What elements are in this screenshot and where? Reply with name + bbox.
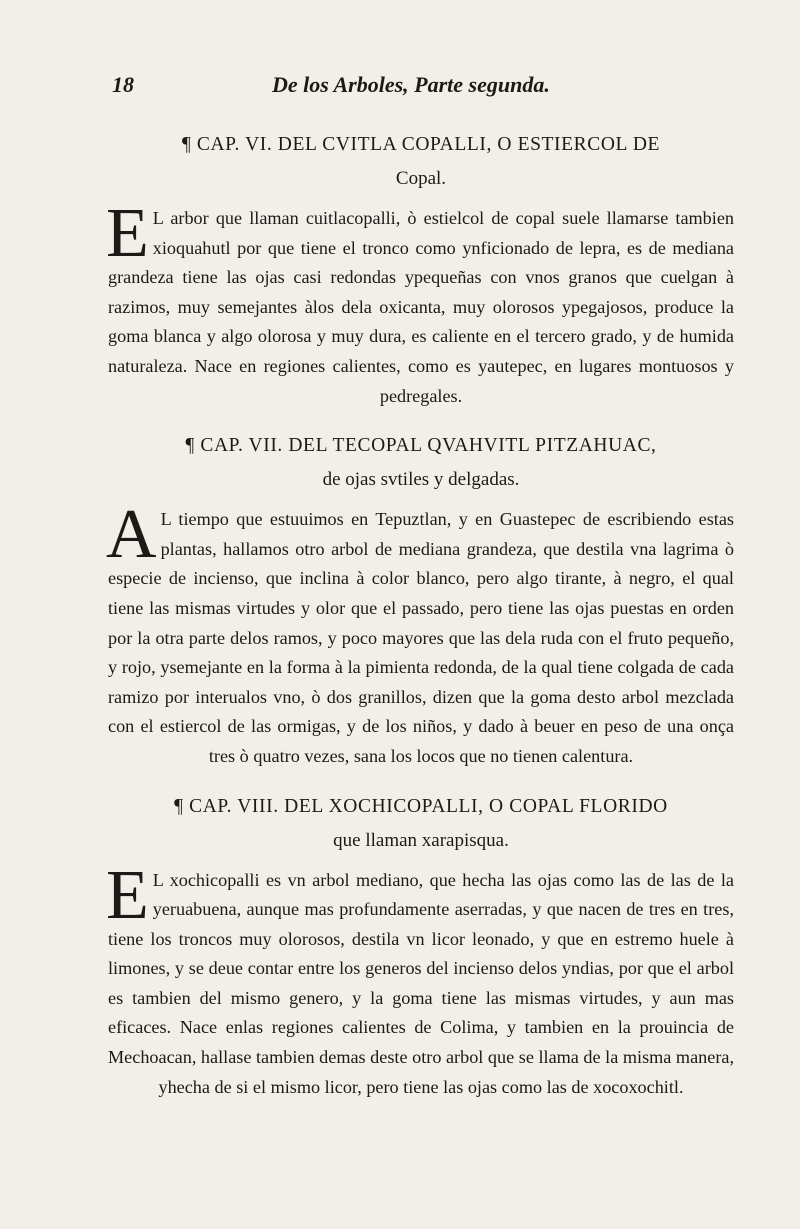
chapter-6	[108, 128, 734, 411]
chapter-8-subtitle: que llaman xarapisqua.	[333, 829, 509, 851]
chapter-6-title: ¶ CAP. VI. DEL CVITLA COPALLI, O ESTIERCOL DE	[181, 134, 661, 155]
chapter-7	[108, 429, 734, 771]
chapter-6-text: L arbor que llaman cuitlacopalli, ò estielcol de copal suele llamarse tambien xioquahutl por que tiene el tronco como ynficionado de lepra, es de mediana grandeza tiene las ojas casi redondas ypequeñas con vnos granos que cuelgan à razimos, muy semejantes àlos dela oxicanta, muy olorosos ypegajosos, produce la goma blanca y algo olorosa y muy dura, es caliente en el tercero grado, y de humida naturaleza. Nace en regiones calientes, como es yautepec, en lugares montuosos y pedregales.	[108, 208, 734, 406]
chapter-7-subtitle: de ojas svtiles y delgadas.	[322, 469, 520, 491]
chapter-7-paragraph	[106, 496, 734, 771]
drop-cap: A	[106, 496, 157, 574]
chapter-6-subtitle: Copal.	[395, 168, 447, 189]
drop-cap: E	[106, 856, 149, 934]
chapter-6-paragraph	[106, 195, 734, 411]
running-title: De los Arboles, Parte segunda.	[272, 72, 550, 97]
chapter-8-text: L xochicopalli es vn arbol mediano, que hecha las ojas como las de las de la yeruabuena, aunque mas profundamente aserradas, y que nacen de tres en tres, tiene los troncos muy olorosos, destila vn licor leonado, y que en estremo huele à limones, y se deue contar entre los generos del incienso delos yndias, por que el arbol es tambien del mismo genero, y la goma tiene las mismas virtudes, y aun mas eficaces. Nace enlas regiones calientes de Colima, y tambien en la prouincia de Mechoacan, hallase tambien demas deste otro arbol que se llama de la misma manera, yhecha de si el mismo licor, pero tiene las ojas como las de xocoxochitl.	[108, 869, 734, 1097]
chapter-7-title: ¶ CAP. VII. DEL TECOPAL QVAHVITL PITZAHUAC,	[185, 435, 657, 457]
chapter-8	[108, 790, 734, 1103]
page-number: 18	[112, 72, 134, 97]
chapter-8-paragraph	[106, 856, 734, 1103]
page-body	[108, 128, 734, 1120]
drop-cap: E	[106, 195, 149, 272]
chapter-7-text: L tiempo que estuuimos en Tepuztlan, y en Guastepec de escribiendo estas plantas, hallamos otro arbol de mediana grandeza, que destila vna lagrima ò especie de incienso, que inclina à color blanco, pero algo tirante, à negro, el qual tiene las mismas virtudes y olor que el passado, pero tiene las ojas puestas en orden por la otra parte delos ramos, y poco mayores que las dela ruda con el fruto pequeño, y rojo, ysemejante en la forma à la pimienta redonda, de la qual tiene colgada de cada ramizo por interualos vno, ò dos granillos, dizen que la goma desto arbol mezclada con el estiercol de las ormigas, y de los niños, y dado à beuer en peso de una onça tres ò quatro vezes, sana los locos que no tienen calentura.	[108, 509, 734, 766]
chapter-8-title: ¶ CAP. VIII. DEL XOCHICOPALLI, O COPAL FLORIDO	[174, 795, 668, 817]
